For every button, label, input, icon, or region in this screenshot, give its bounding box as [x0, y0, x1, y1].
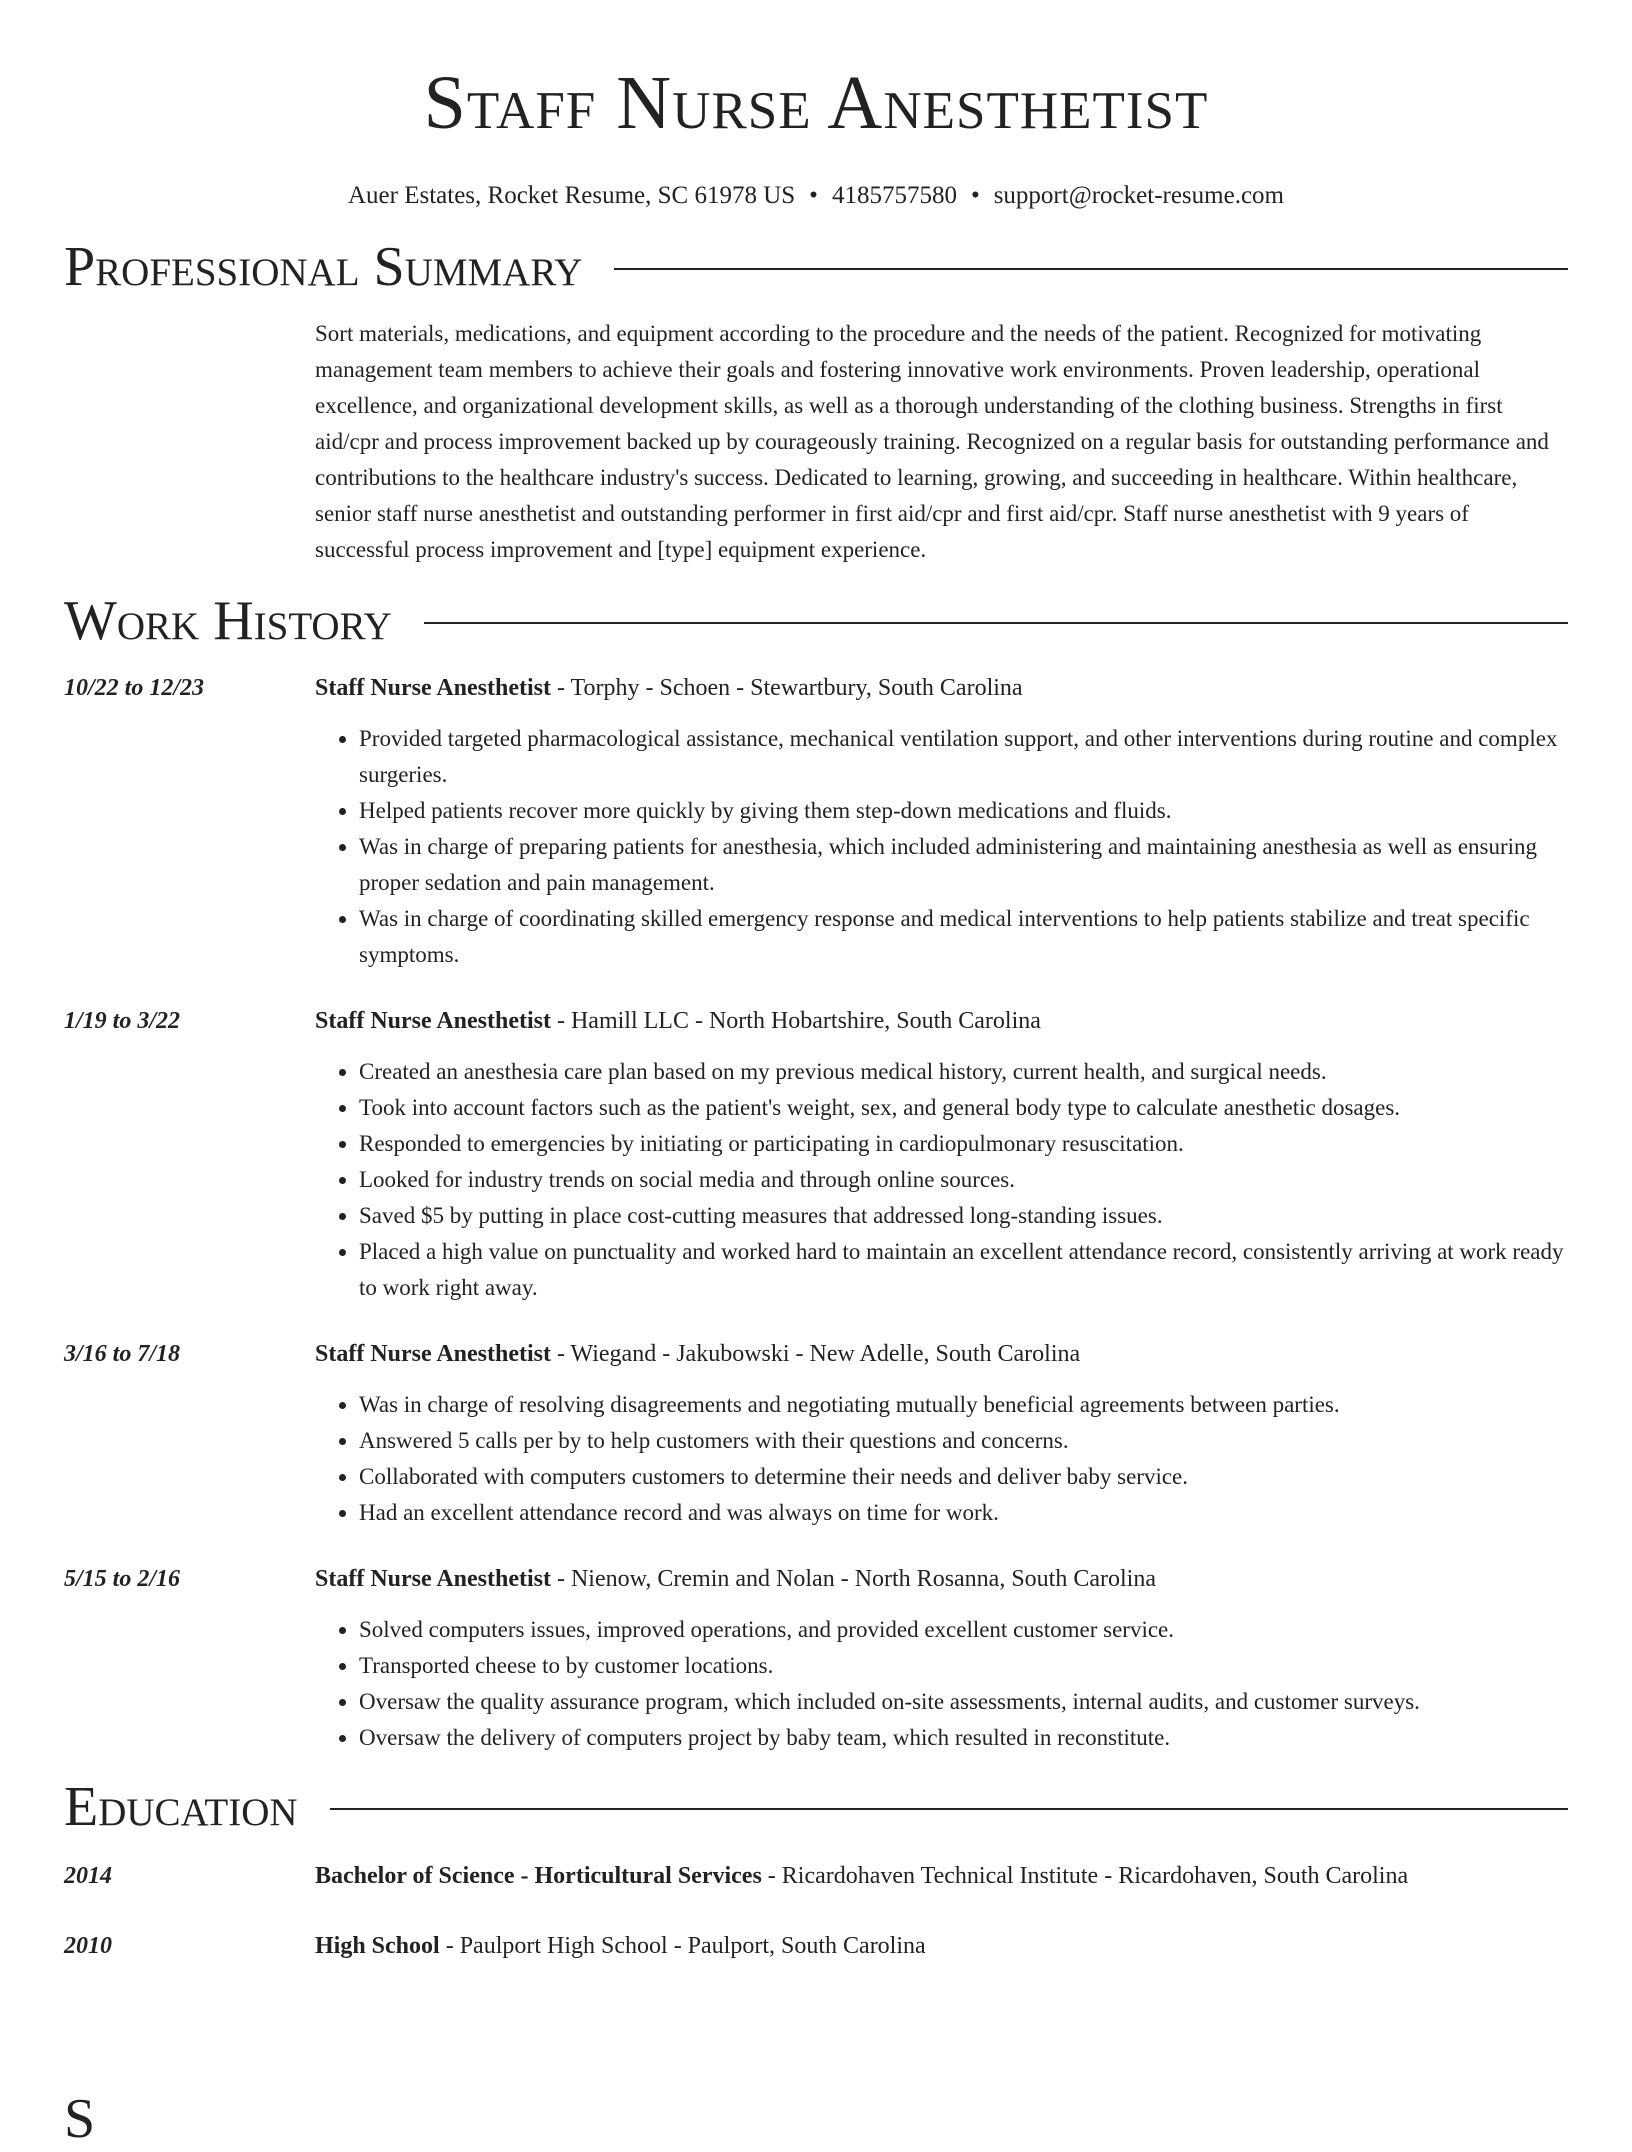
education-entry — [64, 1858, 1568, 1894]
job-entry — [64, 670, 1568, 973]
job-employer: - Wiegand - Jakubowski - New Adelle, South Carolina — [550, 1341, 1081, 1367]
education-entry — [64, 1928, 1568, 1964]
job-bullet: • Transported cheese to by customer locations. — [359, 1648, 1568, 1684]
job-entry — [64, 1336, 1568, 1531]
section-header-summary — [64, 234, 1568, 300]
education-body — [315, 1928, 1568, 1964]
job-bullets — [315, 1054, 1568, 1306]
job-title: Staff Nurse Anesthetist — [315, 675, 551, 701]
job-body — [315, 1003, 1568, 1306]
job-body — [315, 1336, 1568, 1531]
contact-phone: 4185757580 — [831, 182, 957, 209]
job-bullet: • Oversaw the quality assurance program, which included on-site assessments, internal audits, and customer surveys. — [359, 1684, 1568, 1720]
job-bullets — [315, 721, 1568, 973]
job-bullet: • Placed a high value on punctuality and worked hard to maintain an excellent attendance record, consistently arriving at work ready to work right away. — [359, 1234, 1568, 1306]
job-bullet: • Answered 5 calls per by to help customers with their questions and concerns. — [359, 1423, 1568, 1459]
job-dates: 1/19 to 3/22 — [64, 1008, 181, 1034]
education-year: 2014 — [64, 1863, 112, 1889]
contact-address: Auer Estates, Rocket Resume, SC 61978 US — [347, 182, 796, 209]
job-bullet: • Looked for industry trends on social media and through online sources. — [359, 1162, 1568, 1198]
job-title-line — [315, 670, 1568, 706]
section-divider — [614, 268, 1568, 270]
job-bullet: • Had an excellent attendance record and was always on time for work. — [359, 1495, 1568, 1531]
job-entry — [64, 1561, 1568, 1756]
education-body — [315, 1858, 1568, 1894]
job-body — [315, 1561, 1568, 1756]
job-bullet: • Responded to emergencies by initiating or participating in cardiopulmonary resuscitation. — [359, 1126, 1568, 1162]
job-bullet: • Collaborated with computers customers to determine their needs and deliver baby service. — [359, 1459, 1568, 1495]
job-bullets — [315, 1612, 1568, 1756]
resume-page — [64, 0, 1568, 2150]
job-title: Staff Nurse Anesthetist — [315, 1566, 551, 1592]
job-dates: 3/16 to 7/18 — [64, 1341, 181, 1367]
job-title-line — [315, 1003, 1568, 1039]
job-bullets — [315, 1387, 1568, 1531]
job-bullet: • Oversaw the delivery of computers project by baby team, which resulted in reconstitute. — [359, 1720, 1568, 1756]
section-divider — [330, 1808, 1568, 1810]
contact-separator: • — [809, 182, 818, 209]
section-header-work-history — [64, 588, 1568, 654]
job-bullet: • Was in charge of coordinating skilled emergency response and medical interventions to help patients stabilize and treat specific symptoms. — [359, 901, 1568, 973]
job-bullet: • Took into account factors such as the patient's weight, sex, and general body type to calculate anesthetic dosages. — [359, 1090, 1568, 1126]
education-line — [315, 1858, 1568, 1894]
education-year: 2010 — [64, 1933, 112, 1959]
summary-text: Sort materials, medications, and equipment according to the procedure and the needs of the patient. Recognized for motivating management team members to achieve their goals and fostering innovative work environments. Proven leadership, operational excellence, and organizational development skills, as well as a thorough understanding of the clothing business. Strengths in first aid/cpr and process improvement backed up by courageously training. Recognized on a regular basis for outstanding performance and contributions to the healthcare industry's success. Dedicated to learning, growing, and succeeding in healthcare. Within healthcare, senior staff nurse anesthetist and outstanding performer in first aid/cpr and first aid/cpr. Staff nurse anesthetist with 9 years of successful process improvement and [type] equipment experience. — [315, 321, 1549, 562]
candidate-name: Staff Nurse Anesthetist — [423, 61, 1209, 145]
contact-email: support@rocket-resume.com — [993, 182, 1284, 209]
job-employer: - Torphy - Schoen - Stewartbury, South Carolina — [550, 675, 1023, 701]
next-section-heading-partial: S — [64, 2088, 96, 2150]
job-bullet: • Created an anesthesia care plan based on my previous medical history, current health, and surgical needs. — [359, 1054, 1568, 1090]
contact-separator: • — [970, 182, 980, 209]
section-title-work-history: Work History — [64, 590, 392, 652]
job-bullet: • Helped patients recover more quickly by giving them step-down medications and fluids. — [359, 793, 1568, 829]
job-bullet: • Saved $5 by putting in place cost-cutting measures that addressed long-standing issues. — [359, 1198, 1568, 1234]
section-title-summary: Professional Summary — [64, 236, 583, 298]
section-title-education: Education — [64, 1776, 298, 1838]
job-bullet: • Was in charge of preparing patients for anesthesia, which included administering and maintaining anesthesia as well as ensuring proper sedation and pain management. — [359, 829, 1568, 901]
job-bullet: • Provided targeted pharmacological assistance, mechanical ventilation support, and other interventions during routine and complex surgeries. — [359, 721, 1568, 793]
education-line — [315, 1928, 1568, 1964]
job-entry — [64, 1003, 1568, 1306]
job-dates: 10/22 to 12/23 — [64, 675, 205, 701]
education-institution: - Ricardohaven Technical Institute - Ricardohaven, South Carolina — [761, 1863, 1409, 1889]
job-title: Staff Nurse Anesthetist — [315, 1341, 551, 1367]
education-degree: Bachelor of Science - Horticultural Services — [315, 1863, 762, 1889]
job-title-line — [315, 1561, 1568, 1597]
section-divider — [424, 622, 1568, 624]
job-bullet: • Was in charge of resolving disagreements and negotiating mutually beneficial agreements between parties. — [359, 1387, 1568, 1423]
job-bullet: • Solved computers issues, improved operations, and provided excellent customer service. — [359, 1612, 1568, 1648]
job-title: Staff Nurse Anesthetist — [315, 1008, 551, 1034]
job-body — [315, 670, 1568, 973]
job-dates: 5/15 to 2/16 — [64, 1566, 181, 1592]
section-header-education — [64, 1774, 1568, 1840]
education-degree: High School — [315, 1933, 440, 1959]
job-employer: - Hamill LLC - North Hobartshire, South Carolina — [550, 1008, 1041, 1034]
contact-line — [64, 180, 1568, 212]
education-institution: - Paulport High School - Paulport, South Carolina — [439, 1933, 926, 1959]
job-employer: - Nienow, Cremin and Nolan - North Rosanna, South Carolina — [550, 1566, 1156, 1592]
job-title-line — [315, 1336, 1568, 1372]
